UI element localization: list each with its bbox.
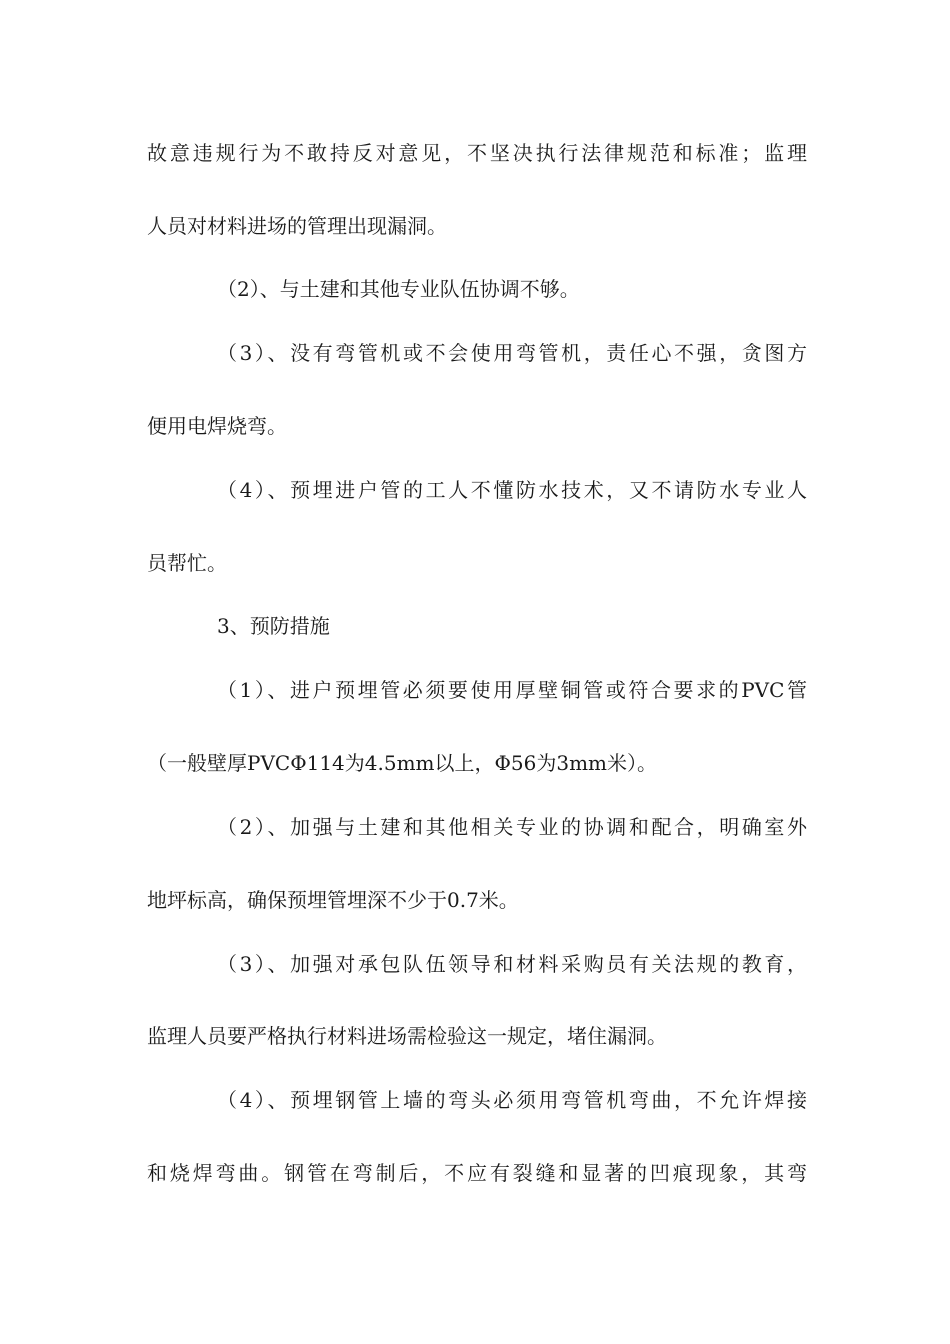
text-line-6: （4）、预埋进户管的工人不懂防水技术，又不请防水专业人 xyxy=(217,478,807,502)
text-line-7: 员帮忙。 xyxy=(147,551,227,575)
text-line-4: （3）、没有弯管机或不会使用弯管机，责任心不强，贪图方 xyxy=(217,341,807,365)
text-line-16: 和烧焊弯曲。钢管在弯制后，不应有裂缝和显著的凹痕现象，其弯 xyxy=(147,1161,807,1185)
text-line-12: 地坪标高，确保预埋管埋深不少于0.7米。 xyxy=(147,888,519,912)
text-line-14: 监理人员要严格执行材料进场需检验这一规定，堵住漏洞。 xyxy=(147,1024,667,1048)
section-heading: 3、预防措施 xyxy=(217,614,330,638)
text-line-5: 便用电焊烧弯。 xyxy=(147,414,287,438)
text-line-2: 人员对材料进场的管理出现漏洞。 xyxy=(147,214,447,238)
text-line-11: （2）、加强与土建和其他相关专业的协调和配合，明确室外 xyxy=(217,815,807,839)
text-line-3: （2）、与土建和其他专业队伍协调不够。 xyxy=(217,277,580,301)
text-line-13: （3）、加强对承包队伍领导和材料采购员有关法规的教育， xyxy=(217,952,807,976)
text-line-9: （1）、进户预埋管必须要使用厚壁铜管或符合要求的PVC管 xyxy=(217,678,807,702)
text-line-1: 故意违规行为不敢持反对意见，不坚决执行法律规范和标准；监理 xyxy=(147,141,807,165)
text-line-15: （4）、预埋钢管上墙的弯头必须用弯管机弯曲，不允许焊接 xyxy=(217,1088,807,1112)
text-line-10: （一般壁厚PVCΦ114为4.5mm以上，Φ56为3mm米）。 xyxy=(147,751,658,775)
